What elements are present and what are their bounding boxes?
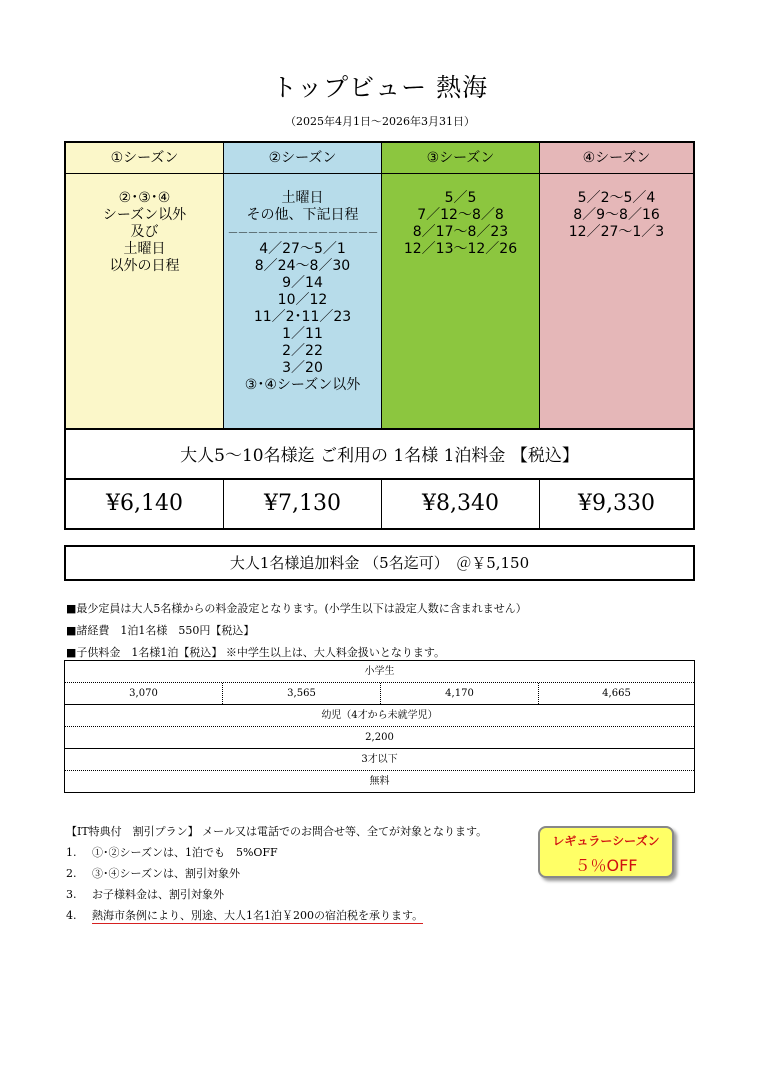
date-line: 8／17～8／23 <box>412 224 509 240</box>
badge-discount: ５％OFF <box>574 856 638 875</box>
date-line: 4／27～5／1 <box>259 241 346 257</box>
price-row <box>66 480 693 528</box>
season-1-dates <box>66 174 223 275</box>
plan-header: 【IT特典付 割引プラン】 メール又は電話でのお問合せ等、全てが対象となります。 <box>66 825 488 838</box>
plan-item-text: 熱海市条例により、別途、大人1名1泊￥200の宿泊税を承ります。 <box>92 909 424 922</box>
infant-label: 幼児（4才から未就学児） <box>65 705 694 727</box>
season-4-header: ④シーズン <box>540 143 693 174</box>
date-line: 及び <box>130 224 159 240</box>
elementary-price: 4,170 <box>380 683 538 704</box>
date-line: 1／11 <box>282 326 323 342</box>
plan-item-number: 1. <box>66 846 77 859</box>
elementary-price: 3,565 <box>222 683 380 704</box>
date-line: 5／2～5／4 <box>577 190 656 206</box>
badge-title: レギュラーシーズン <box>552 834 660 848</box>
child-rate-table <box>64 660 695 793</box>
season-3-header: ③シーズン <box>382 143 539 174</box>
plan-item-number: 4. <box>66 909 77 922</box>
season-3-price: ¥8,340 <box>381 480 539 528</box>
season-2-price: ¥7,130 <box>223 480 381 528</box>
date-line: 7／12～8／8 <box>417 207 504 223</box>
infant-price: 2,200 <box>65 727 694 749</box>
date-divider: －－－－－－－－－－－－－－－ <box>227 226 378 239</box>
date-line: 9／14 <box>282 275 323 291</box>
plan-item-text: お子様料金は、割引対象外 <box>92 888 224 901</box>
plan-item-text: ③･④シーズンは、割引対象外 <box>92 867 240 880</box>
note-child: ■子供料金 1名様1泊【税込】 ※中学生以上は、大人料金扱いとなります。 <box>66 646 446 659</box>
plan-item-number: 2. <box>66 867 77 880</box>
date-line: 11／2･11／23 <box>253 309 352 325</box>
extra-adult-charge: 大人1名様追加料金 （5名迄可） ＠￥5,150 <box>64 545 695 581</box>
season-2-column <box>223 143 381 428</box>
season-2-header: ②シーズン <box>224 143 381 174</box>
season-rate-table <box>64 141 695 530</box>
season-4-column <box>539 143 693 428</box>
rate-title: 大人5～10名様迄 ご利用の 1名様 1泊料金 【税込】 <box>66 428 693 480</box>
note-fee: ■諸経費 1泊1名様 550円【税込】 <box>66 624 255 637</box>
date-line: 土曜日 <box>281 190 324 206</box>
season-1-header: ①シーズン <box>66 143 223 174</box>
date-line: 3／20 <box>282 360 323 376</box>
season-1-price: ¥6,140 <box>106 491 183 516</box>
date-line: 8／24～8／30 <box>254 258 351 274</box>
plan-item <box>66 865 240 881</box>
elementary-price: 4,665 <box>538 683 694 704</box>
date-line: 2／22 <box>282 343 323 359</box>
date-line: 土曜日 <box>123 241 166 257</box>
date-line: 12／27～1／3 <box>568 224 665 240</box>
date-line: 12／13～12／26 <box>403 241 518 257</box>
date-line: ②･③･④ <box>118 190 171 206</box>
plan-item-text: ①･②シーズンは、1泊でも 5%OFF <box>92 846 278 859</box>
season-4-price: ¥9,330 <box>539 480 693 528</box>
date-line: 10／12 <box>277 292 328 308</box>
season-3-column <box>381 143 539 428</box>
plan-item-number: 3. <box>66 888 77 901</box>
date-line: 5／5 <box>444 190 477 206</box>
toddler-price: 無料 <box>369 776 390 787</box>
plan-item <box>66 844 278 860</box>
regular-season-discount-badge <box>538 826 674 878</box>
elementary-price: 3,070 <box>129 688 158 699</box>
valid-period: （2025年4月1日～2026年3月31日） <box>285 115 475 128</box>
season-4-dates <box>540 174 693 241</box>
date-line: その他、下記日程 <box>246 207 359 223</box>
page-title: トップビュー 熱海 <box>271 73 489 102</box>
note-min-guests: ■最少定員は大人5名様からの料金設定となります。(小学生以下は設定人数に含まれません） <box>66 602 527 615</box>
season-2-dates <box>224 174 381 394</box>
plan-item <box>66 907 423 923</box>
elementary-label: 小学生 <box>65 661 694 683</box>
toddler-label: 3才以下 <box>65 749 694 771</box>
date-line: シーズン以外 <box>102 207 187 223</box>
plan-item <box>66 886 224 902</box>
date-line: 以外の日程 <box>109 258 180 274</box>
elementary-price-row <box>65 683 694 705</box>
date-line: ③･④シーズン以外 <box>244 377 361 393</box>
season-3-dates <box>382 174 539 258</box>
date-line: 8／9～8／16 <box>573 207 660 223</box>
season-1-column <box>66 143 223 428</box>
